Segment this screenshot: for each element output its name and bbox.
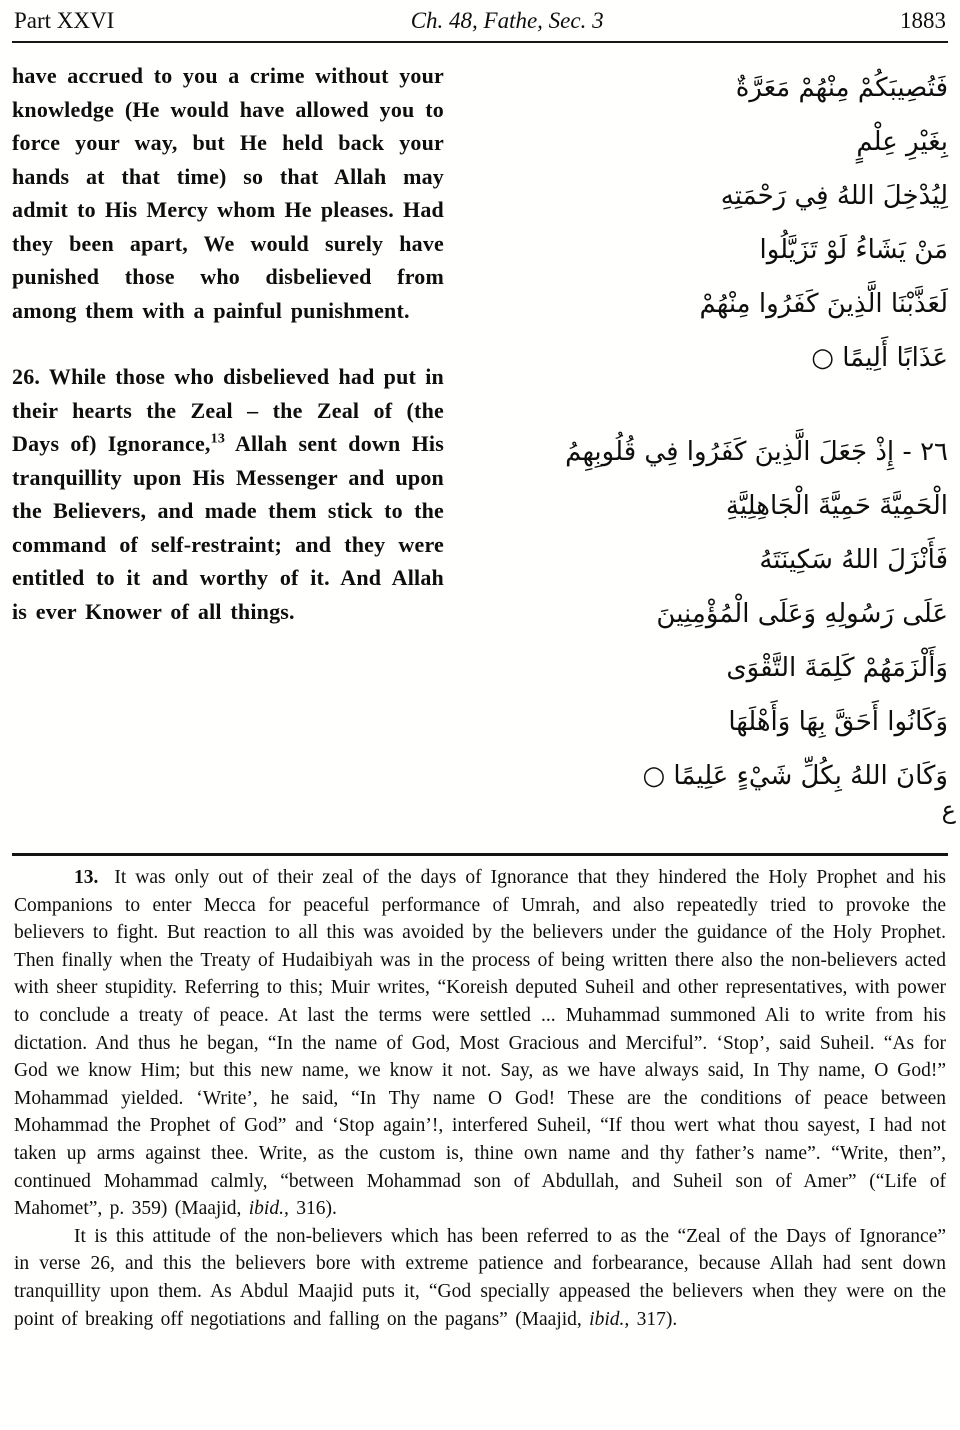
- verse-26-text-after-ref: Allah sent down His tranquillity upon His Messenger and upon the Believers, and made them stick to the command of self-restraint; and they were entitled to it and worthy of it. And Allah is ever Knower of all things.: [12, 431, 444, 624]
- ruku-marker: ع: [941, 796, 956, 824]
- arabic-text-line: وَأَلْزَمَهُمْ كَلِمَةَ التَّقْوَى: [726, 653, 948, 683]
- main-content: [12, 59, 948, 851]
- part-label: Part XXVI: [14, 8, 115, 33]
- footnote-reference-13: 13: [210, 431, 226, 447]
- arabic-text-line: مَنْ يَشَاءُ لَوْ تَزَيَّلُوا: [759, 235, 948, 265]
- arabic-text-line: لَعَذَّبْنَا الَّذِينَ كَفَرُوا مِنْهُمْ: [699, 289, 948, 319]
- arabic-text-line: بِغَيْرِ عِلْمٍ: [856, 127, 948, 157]
- verse-26-text-before-ref: 26. While those who disbelieved had put in their hearts the Zeal – the Zeal of (the Days of) Ignorance,: [12, 364, 444, 456]
- arabic-text-line: وَكَانَ اللهُ بِكُلِّ شَيْءٍ عَلِيمًا ○: [642, 761, 948, 791]
- footnote-13-paragraph-1: 13. It was only out of their zeal of the days of Ignorance that they hindered the Holy Prophet and his Companions to enter Mecca for peaceful performance of Umrah, and also repeatedly tried to provoke the believers to fight. But reaction to all this was avoided by the believers under the guidance of the Holy Prophet. Then finally when the Treaty of Hudaibiyah was in the process of being written there also the non-believers acted with sheer stupidity. Referring to this; Muir writes, “Koreish deputed Suheil and other representatives, with power to conclude a treaty of peace. At last the terms were settled ... Muhammad summoned Ali to write from his dictation. And thus he began, “In the name of God, Most Gracious and Merciful”. ‘Stop’, said Suheil. “As for God we know Him; but this new name, we know it not. Say, as we have always said, In Thy name, O God!” Mohammad yielded. ‘Write’, he said, “In Thy name O God! These are the conditions of peace between Mohammad the Prophet of God” and ‘Stop again’!, interfered Suheil, “If thou wert what thou sayest, I had not taken up arms against thee. Write, as the custom is, thine own name and thy father’s name”. “Write, then”, continued Mohammad calmly, “between Mohammad son of Abdullah, and Suheil son of Amer” (“Life of Mahomet”, p. 359) (Maajid, ibid., 316).: [14, 867, 946, 1220]
- arabic-text-line: عَلَى رَسُولِهِ وَعَلَى الْمُؤْمِنِينَ: [656, 599, 948, 629]
- translation-column: [12, 59, 444, 851]
- arabic-verse-25: [476, 61, 948, 385]
- header-divider: [12, 41, 948, 43]
- arabic-text-line: فَأَنْزَلَ اللهُ سَكِينَتَهُ: [759, 545, 948, 575]
- arabic-verse-26: [476, 425, 948, 803]
- arabic-text-line: ٢٦ - إِذْ جَعَلَ الَّذِينَ كَفَرُوا فِي قُلُوبِهِمُ: [565, 437, 948, 467]
- footnotes-section: [12, 856, 948, 1333]
- arabic-text-line: عَذَابًا أَلِيمًا ○: [811, 343, 948, 373]
- page-header: [12, 8, 948, 41]
- arabic-text-line: فَتُصِيبَكُمْ مِنْهُمْ مَعَرَّةٌ: [735, 73, 948, 103]
- translation-paragraph-verse-26: [12, 360, 444, 628]
- chapter-title: Ch. 48, Fathe, Sec. 3: [410, 8, 604, 33]
- arabic-text-line: لِيُدْخِلَ اللهُ فِي رَحْمَتِهِ: [720, 181, 948, 211]
- page-number: 1883: [899, 8, 946, 33]
- arabic-column: [470, 59, 948, 851]
- footnote-13-paragraph-2: It is this attitude of the non-believers which has been referred to as the “Zeal of the Days of Ignorance” in verse 26, and this the believers bore with extreme patience and forbearance, because Allah had sent down tranquillity upon them. As Abdul Maajid puts it, “God specially appeased the believers when they were on the point of breaking off negotiations and falling on the pagans” (Maajid, ibid., 317).: [14, 1225, 946, 1330]
- translation-paragraph-verse-25: have accrued to you a crime without your knowledge (He would have allowed you to force your way, but He held back your hands at that time) so that Allah may admit to His Mercy whom He pleases. Had they been apart, We would surely have punished those who disbelieved from among them with a painful punishment.: [12, 63, 444, 323]
- arabic-text-line: وَكَانُوا أَحَقَّ بِهَا وَأَهْلَهَا: [728, 707, 948, 737]
- arabic-text-line: الْحَمِيَّةَ حَمِيَّةَ الْجَاهِلِيَّةِ: [725, 491, 948, 521]
